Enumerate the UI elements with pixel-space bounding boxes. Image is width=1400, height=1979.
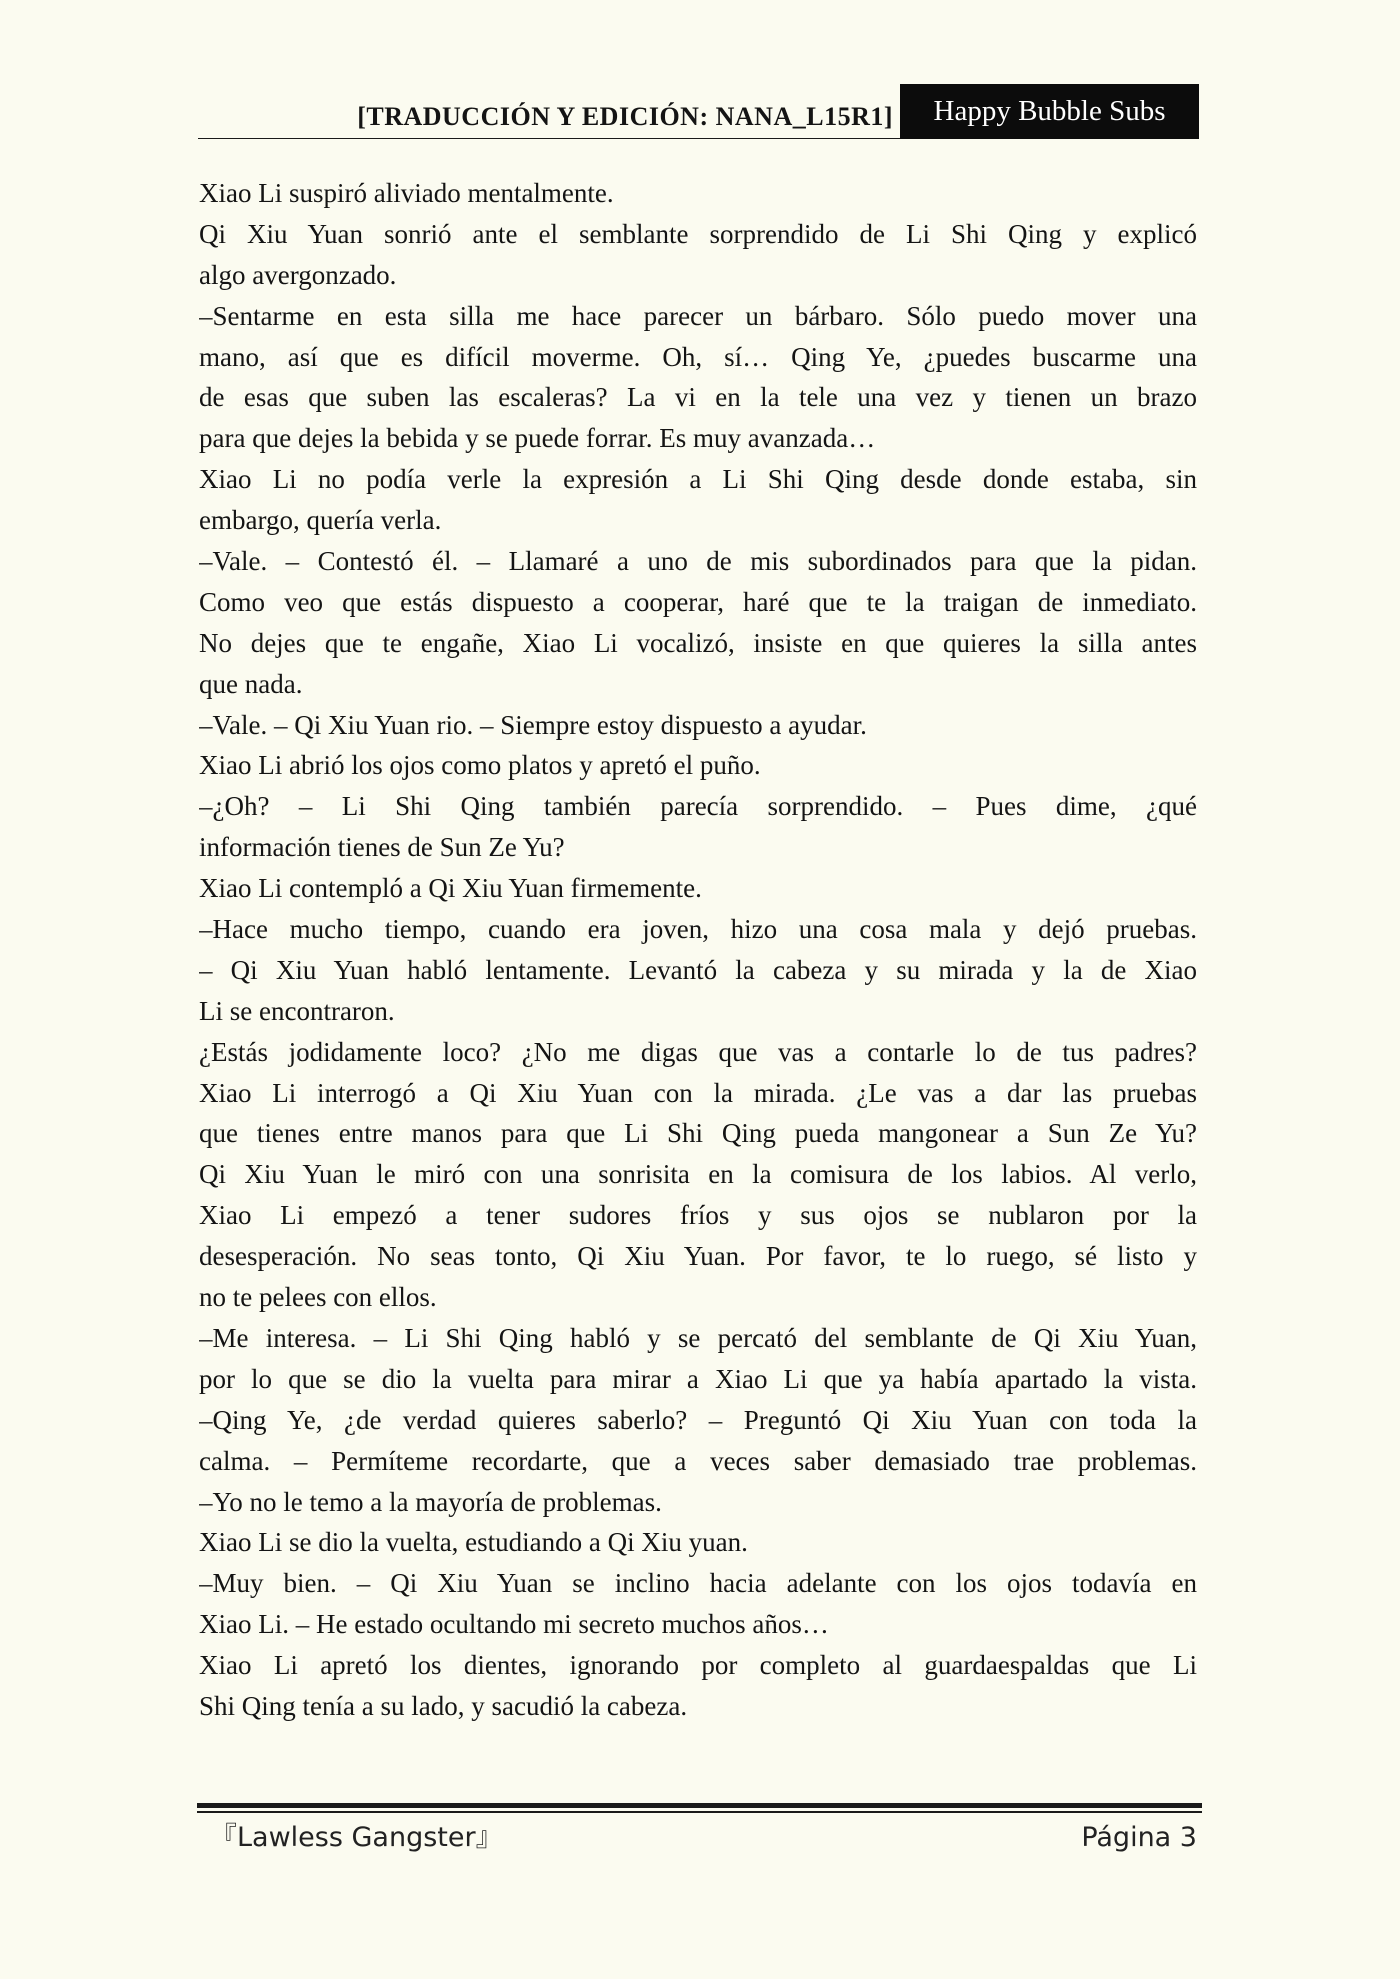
text-line: –Vale. – Qi Xiu Yuan rio. – Siempre estoy dispuesto a ayudar. xyxy=(199,709,867,740)
text-line: Xiao Li se dio la vuelta, estudiando a Qi Xiu yuan. xyxy=(199,1527,748,1558)
text-line: Xiao Li apretó los dientes, ignorando por completo al guardaespaldas que Li xyxy=(199,1650,1197,1681)
text-line: Xiao Li contempló a Qi Xiu Yuan firmemente. xyxy=(199,873,702,904)
page-number: Página 3 xyxy=(1081,1822,1197,1853)
text-line: mano, así que es difícil moverme. Oh, sí… Qing Ye, ¿puedes buscarme una xyxy=(199,341,1197,372)
text-line: Xiao Li no podía verle la expresión a Li Shi Qing desde donde estaba, sin xyxy=(199,464,1197,495)
text-line: Xiao Li suspiró aliviado mentalmente. xyxy=(199,178,614,208)
text-line: Como veo que estás dispuesto a cooperar, haré que te la traigan de inmediato. xyxy=(199,586,1197,617)
text-line: Xiao Li abrió los ojos como platos y apretó el puño. xyxy=(199,750,761,781)
footer-divider-thick xyxy=(197,1803,1202,1808)
translation-credit: [TRADUCCIÓN Y EDICIÓN: NANA_L15R1] xyxy=(357,102,893,131)
text-line: que tienes entre manos para que Li Shi Qing pueda mangonear a Sun Ze Yu? xyxy=(199,1118,1197,1149)
group-name-banner: Happy Bubble Subs xyxy=(900,84,1199,139)
text-line: No dejes que te engañe, Xiao Li vocalizó, insiste en que quieres la silla antes xyxy=(199,627,1197,658)
text-line: calma. – Permíteme recordarte, que a veces saber demasiado trae problemas. xyxy=(199,1445,1197,1476)
text-line: –Vale. – Contestó él. – Llamaré a uno de mis subordinados para que la pidan. xyxy=(199,546,1197,577)
body-text xyxy=(199,173,1197,1727)
text-line: que nada. xyxy=(199,668,303,699)
text-line: ¿Estás jodidamente loco? ¿No me digas que vas a contarle lo de tus padres? xyxy=(199,1036,1197,1067)
text-line: –Hace mucho tiempo, cuando era joven, hizo una cosa mala y dejó pruebas. xyxy=(199,914,1197,945)
page-header xyxy=(198,84,1199,139)
text-line: –Muy bien. – Qi Xiu Yuan se inclino hacia adelante con los ojos todavía en xyxy=(199,1568,1197,1599)
text-line: desesperación. No seas tonto, Qi Xiu Yuan. Por favor, te lo ruego, sé listo y xyxy=(199,1241,1197,1272)
text-line: Li se encontraron. xyxy=(199,995,395,1026)
text-line: –Qing Ye, ¿de verdad quieres saberlo? – Preguntó Qi Xiu Yuan con toda la xyxy=(199,1404,1197,1435)
text-line: Qi Xiu Yuan le miró con una sonrisita en la comisura de los labios. Al verlo, xyxy=(199,1159,1197,1190)
text-line: información tienes de Sun Ze Yu? xyxy=(199,832,565,863)
text-line: Xiao Li. – He estado ocultando mi secreto muchos años… xyxy=(199,1609,829,1640)
text-line: de esas que suben las escaleras? La vi en la tele una vez y tienen un brazo xyxy=(199,382,1197,413)
text-line: Shi Qing tenía a su lado, y sacudió la cabeza. xyxy=(199,1690,688,1721)
text-line: – Qi Xiu Yuan habló lentamente. Levantó la cabeza y su mirada y la de Xiao xyxy=(199,954,1197,985)
text-line: Xiao Li interrogó a Qi Xiu Yuan con la mirada. ¿Le vas a dar las pruebas xyxy=(199,1077,1197,1108)
text-line: Qi Xiu Yuan sonrió ante el semblante sorprendido de Li Shi Qing y explicó xyxy=(199,218,1197,249)
text-line: no te pelees con ellos. xyxy=(199,1282,437,1313)
text-line: embargo, quería verla. xyxy=(199,505,442,536)
footer-divider-thin xyxy=(197,1811,1202,1813)
text-line: –Yo no le temo a la mayoría de problemas. xyxy=(199,1486,662,1517)
text-line: –Me interesa. – Li Shi Qing habló y se percató del semblante de Qi Xiu Yuan, xyxy=(199,1322,1197,1353)
book-title: 『Lawless Gangster』 xyxy=(210,1822,503,1853)
text-line: algo avergonzado. xyxy=(199,259,397,290)
text-line: para que dejes la bebida y se puede forrar. Es muy avanzada… xyxy=(199,423,876,454)
text-line: –Sentarme en esta silla me hace parecer un bárbaro. Sólo puedo mover una xyxy=(199,300,1197,331)
text-line: Xiao Li empezó a tener sudores fríos y sus ojos se nublaron por la xyxy=(199,1200,1197,1231)
text-line: por lo que se dio la vuelta para mirar a Xiao Li que ya había apartado la vista. xyxy=(199,1363,1197,1394)
text-line: –¿Oh? – Li Shi Qing también parecía sorprendido. – Pues dime, ¿qué xyxy=(199,791,1197,822)
